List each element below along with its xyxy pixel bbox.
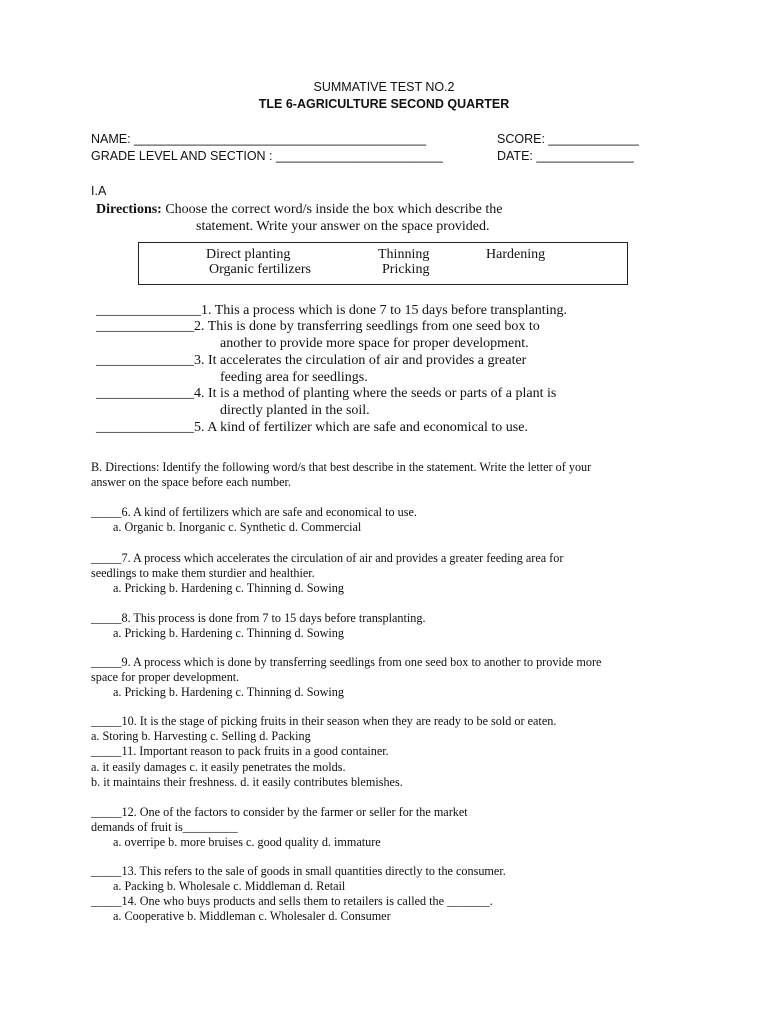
word-box-item: Organic fertilizers bbox=[209, 262, 311, 277]
item-b-9-cont: space for proper development. bbox=[91, 670, 240, 684]
directions-a-line2: statement. Write your answer on the space provided. bbox=[196, 219, 490, 234]
item-b-9: _____9. A process which is done by transferring seedlings from one seed box to another to provide more bbox=[91, 655, 602, 669]
item-b-12-choices: a. overripe b. more bruises c. good quality d. immature bbox=[113, 835, 381, 849]
item-b-14: _____14. One who buys products and sells them to retailers is called the _______. bbox=[91, 894, 493, 908]
test-subtitle: TLE 6-AGRICULTURE SECOND QUARTER bbox=[258, 97, 510, 111]
item-b-7-cont: seedlings to make them sturdier and healthier. bbox=[91, 566, 315, 580]
item-b-7-choices: a. Pricking b. Hardening c. Thinning d. Sowing bbox=[113, 581, 344, 595]
item-a-3-cont: feeding area for seedlings. bbox=[220, 370, 368, 385]
item-a-4: ______________4. It is a method of planting where the seeds or parts of a plant is bbox=[96, 386, 557, 401]
directions-a-text: Choose the correct word/s inside the box which describe the bbox=[161, 202, 503, 217]
item-b-13-choices: a. Packing b. Wholesale c. Middleman d. Retail bbox=[113, 879, 346, 893]
item-a-1: _______________1. This a process which is done 7 to 15 days before transplanting. bbox=[96, 303, 568, 318]
item-b-10-choices: a. Storing b. Harvesting c. Selling d. Packing bbox=[91, 729, 311, 743]
item-b-11: _____11. Important reason to pack fruits in a good container. bbox=[91, 744, 389, 758]
item-b-9-choices: a. Pricking b. Hardening c. Thinning d. Sowing bbox=[113, 685, 344, 699]
test-title: SUMMATIVE TEST NO.2 bbox=[313, 80, 455, 94]
directions-b-line1: B. Directions: Identify the following word/s that best describe in the statement. Write the letter of your bbox=[91, 460, 592, 474]
item-a-2: ______________2. This is done by transferring seedlings from one seed box to bbox=[96, 319, 540, 334]
item-b-11-choices-1: a. it easily damages c. it easily penetrates the molds. bbox=[91, 760, 346, 774]
item-b-6: _____6. A kind of fertilizers which are safe and economical to use. bbox=[91, 505, 417, 519]
item-a-5: ______________5. A kind of fertilizer which are safe and economical to use. bbox=[96, 420, 528, 435]
directions-a-line1 bbox=[96, 202, 502, 218]
directions-a-label: Directions: bbox=[96, 202, 162, 217]
word-box-item: Direct planting bbox=[206, 247, 291, 262]
item-a-4-cont: directly planted in the soil. bbox=[220, 403, 370, 418]
score-field[interactable]: SCORE: _____________ bbox=[497, 132, 639, 146]
item-b-12-cont: demands of fruit is_________ bbox=[91, 820, 238, 834]
item-a-2-cont: another to provide more space for proper development. bbox=[220, 336, 529, 351]
item-b-14-choices: a. Cooperative b. Middleman c. Wholesaler d. Consumer bbox=[113, 909, 391, 923]
item-b-7: _____7. A process which accelerates the circulation of air and provides a greater feeding area for bbox=[91, 551, 564, 565]
item-b-11-choices-2: b. it maintains their freshness. d. it easily contributes blemishes. bbox=[91, 775, 403, 789]
item-b-8-choices: a. Pricking b. Hardening c. Thinning d. Sowing bbox=[113, 626, 344, 640]
word-box-item: Pricking bbox=[382, 262, 430, 277]
item-b-6-choices: a. Organic b. Inorganic c. Synthetic d. Commercial bbox=[113, 520, 362, 534]
section-a-label: I.A bbox=[91, 184, 107, 198]
name-field[interactable]: NAME: __________________________________________ bbox=[91, 132, 427, 146]
item-b-8: _____8. This process is done from 7 to 15 days before transplanting. bbox=[91, 611, 426, 625]
item-b-10: _____10. It is the stage of picking fruits in their season when they are ready to be sold or eaten. bbox=[91, 714, 557, 728]
word-box-item: Hardening bbox=[486, 247, 546, 262]
directions-b-line2: answer on the space before each number. bbox=[91, 475, 291, 489]
date-field[interactable]: DATE: ______________ bbox=[497, 149, 634, 163]
item-b-13: _____13. This refers to the sale of goods in small quantities directly to the consumer. bbox=[91, 864, 506, 878]
item-b-12: _____12. One of the factors to consider by the farmer or seller for the market bbox=[91, 805, 468, 819]
word-box-item: Thinning bbox=[378, 247, 430, 262]
item-a-3: ______________3. It accelerates the circulation of air and provides a greater bbox=[96, 353, 527, 368]
grade-section-field[interactable]: GRADE LEVEL AND SECTION : ________________________ bbox=[91, 149, 443, 163]
